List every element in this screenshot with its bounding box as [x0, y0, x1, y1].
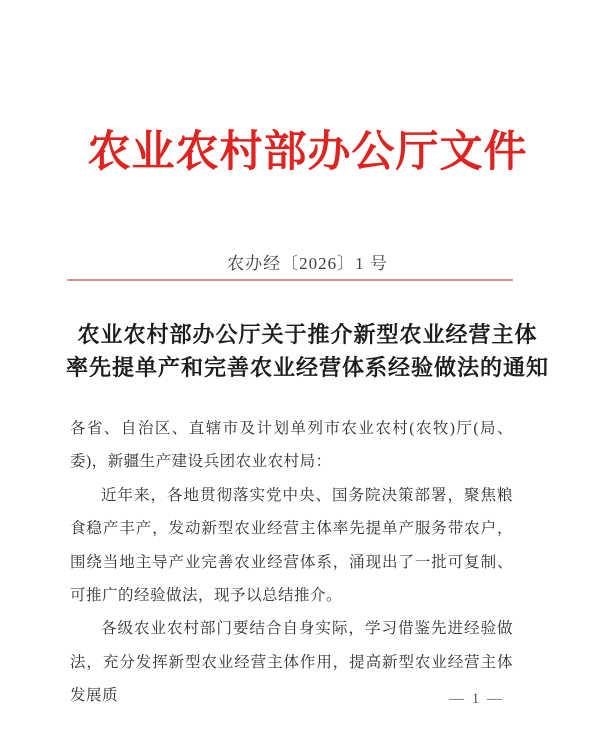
document-number: 农办经〔2026〕1 号 — [227, 254, 388, 273]
letterhead-title: 农业农村部办公厅文件 — [87, 129, 528, 176]
page-number: — 1 — — [449, 691, 504, 707]
document-body — [70, 412, 513, 713]
document-title-line-1: 农业农村部办公厅关于推介新型农业经营主体 — [77, 322, 538, 347]
salutation: 各省、自治区、直辖市及计划单列市农业农村(农牧)厅(局、委)，新疆生产建设兵团农业农村局： — [70, 420, 513, 471]
red-divider-line — [67, 279, 513, 281]
body-paragraph-1: 近年来，各地贯彻落实党中央、国务院决策部署，聚焦粮食稳产丰产，发动新型农业经营主体率先提单产服务带农户，围绕当地主导产业完善农业经营体系，涌现出了一批可复制、可推广的经验做法，现予以总结推介。 — [70, 486, 513, 605]
document-title-line-2: 率先提单产和完善农业经营体系经验做法的通知 — [65, 355, 549, 380]
body-paragraph-2: 各级农业农村部门要结合自身实际，学习借鉴先进经验做法，充分发挥新型农业经营主体作用，提高新型农业经营主体发展质 — [70, 620, 513, 705]
document-title — [0, 318, 615, 384]
